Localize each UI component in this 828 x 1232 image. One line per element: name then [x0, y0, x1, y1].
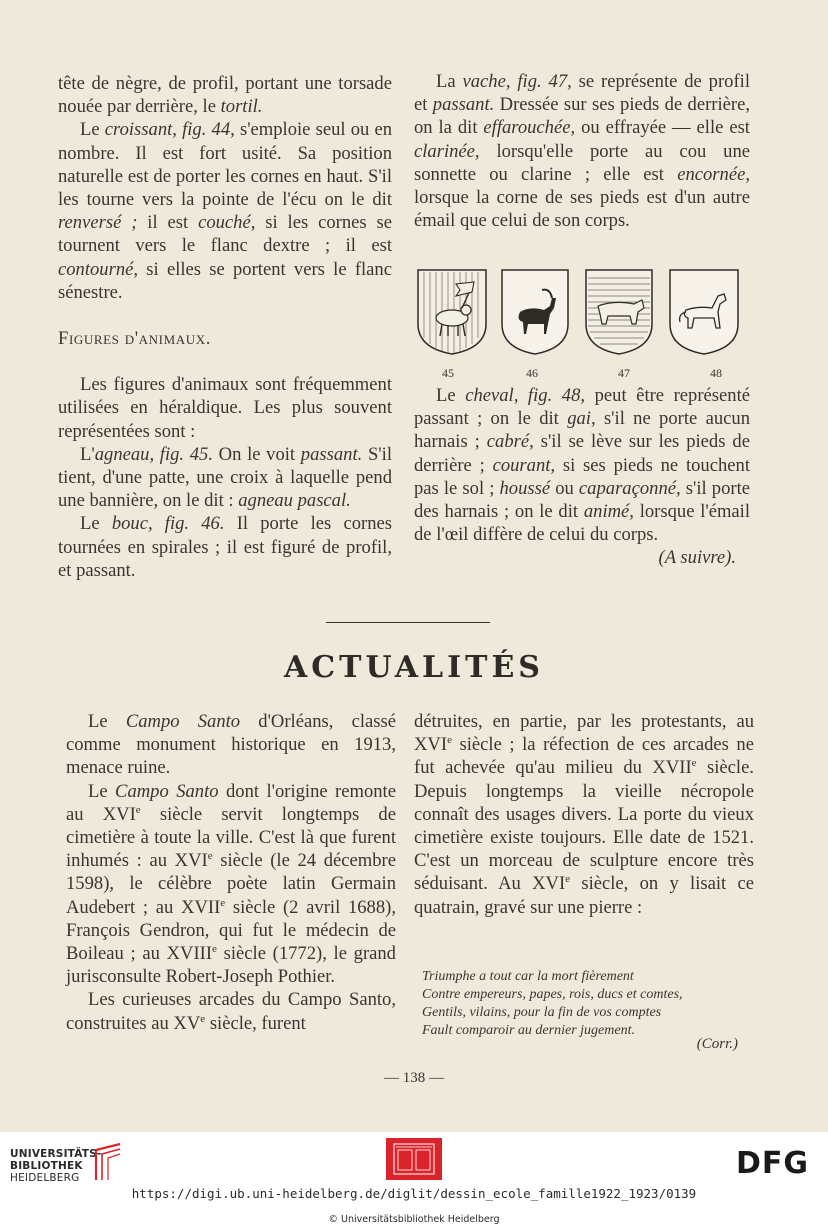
paragraph: Les figures d'animaux sont fréquemment utilisées en héraldique. Les plus souvent représentées sont :: [58, 374, 392, 442]
column-bottom-right: [414, 710, 754, 919]
dfg-logo[interactable]: DFG: [736, 1146, 810, 1181]
shield-fig48-cheval: [668, 268, 740, 356]
column-top-left: [58, 72, 392, 582]
paragraph: L'agneau, fig. 45. On le voit passant. S'il tient, d'une patte, une croix à laquelle pend une bannière, on le dit : agneau pascal.: [58, 443, 392, 512]
column-bottom-left: [66, 710, 396, 1035]
ub-logo-mark-icon: [92, 1142, 124, 1182]
paragraph: tête de nègre, de profil, portant une torsade nouée par derrière, le tortil.: [58, 73, 392, 118]
shield-fig47-vache: [584, 268, 654, 356]
quatrain: [422, 968, 758, 1040]
paragraph: Le bouc, fig. 46. Il porte les cornes tournées en spirales ; il est figuré de profil, et passant.: [58, 513, 392, 581]
figure-label: 48: [710, 366, 722, 380]
logo-text-line: HEIDELBERG: [10, 1172, 80, 1184]
poem-line: Gentils, vilains, pour la fin de vos comptes: [422, 1005, 662, 1020]
heraldic-figures-row: [414, 268, 748, 360]
figure-label: 45: [442, 366, 454, 380]
journal-logo-icon[interactable]: [386, 1138, 442, 1180]
paragraph: détruites, en partie, par les protestants, au XVIe siècle ; la réfection de ces arcades ne fut achevée qu'au milieu du XVIIe siècle. Depuis longtemps la vieille nécropole connaît des usages divers. La porte du vieux cimetière existe toujours. Elle date de 1521. C'est un morceau de sculpture encore très séduisant. Au XVIe siècle, on y lisait ce quatrain, gravé sur une pierre :: [414, 711, 754, 918]
paragraph: Le Campo Santo d'Orléans, classé comme monument historique en 1913, menace ruine.: [66, 711, 396, 779]
paragraph: Les curieuses arcades du Campo Santo, construites au XVe siècle, furent: [66, 989, 396, 1034]
poem-line: Contre empereurs, papes, rois, ducs et comtes,: [422, 987, 683, 1002]
viewer-footer: [0, 1132, 828, 1232]
section-title-actualites: ACTUALITÉS: [284, 650, 544, 685]
paragraph: Le cheval, fig. 48, peut être représenté passant ; on le dit gai, s'il ne porte aucun harnais ; cabré, s'il se lève sur les pieds de derrière ; courant, si ses pieds ne touchent pas le sol ; houssé ou caparaçonné, s'il porte des harnais ; on le dit animé, lorsque l'émail de l'œil diffère de celui du corps.: [414, 385, 751, 546]
section-divider: [326, 622, 490, 623]
column-top-right-continued: [414, 384, 750, 570]
paragraph: Le Campo Santo dont l'origine remonte au XVIe siècle servit longtemps de cimetière à toute la ville. C'est là que furent inhumés : au XVIe siècle (le 24 décembre 1598), le célèbre poète latin Germain Audebert ; au XVIIe siècle (2 avril 1688), François Gendron, qui fut le médecin de Boileau ; au XVIIIe siècle (1772), le grand jurisconsulte Robert-Joseph Pothier.: [66, 780, 396, 988]
figure-label: 46: [526, 366, 538, 380]
figure-labels: [414, 366, 748, 382]
poem-line: Triumphe a tout car la mort fièrement: [422, 969, 634, 984]
poem-line: Fault comparoir au dernier jugement.: [422, 1023, 635, 1038]
logo-text-line: UNIVERSITÄTS-: [10, 1148, 102, 1160]
permalink-url[interactable]: https://digi.ub.uni-heidelberg.de/diglit/dessin_ecole_famille1922_1923/0139: [131, 1186, 697, 1201]
figure-label: 47: [618, 366, 630, 380]
section-heading-figures-animaux: Figures d'animaux.: [58, 328, 211, 350]
page-number: — 138 —: [384, 1070, 444, 1086]
shield-fig45-agneau: [416, 268, 488, 356]
column-top-right: [414, 70, 750, 232]
paragraph: La vache, fig. 47, se représente de profil et passant. Dressée sur ses pieds de derrière, on la dit effarouchée, ou effrayée — elle est clarinée, lorsqu'elle porte au cou une sonnette ou clarine ; elle est encornée, lorsque la corne de ses pieds est d'un autre émail que celui de son corps.: [414, 71, 751, 232]
correspondent-signature: (Corr.): [696, 1036, 738, 1052]
paragraph: Le croissant, fig. 44, s'emploie seul ou en nombre. Il est fort usité. Sa position naturelle est de porter les cornes en haut. S'il les tourne vers la pointe de l'écu on le dit renversé ; il est couché, si les cornes se tournent vers le flanc dextre ; il est contourné, si elles se portent vers le flanc sénestre.: [58, 119, 393, 303]
ub-heidelberg-logo[interactable]: [10, 1140, 120, 1184]
copyright-notice: © Universitätsbibliothek Heidelberg: [328, 1214, 500, 1225]
a-suivre: (A suivre).: [658, 547, 736, 569]
logo-text-line: BIBLIOTHEK: [10, 1160, 83, 1172]
shield-fig46-bouc: [500, 268, 570, 356]
